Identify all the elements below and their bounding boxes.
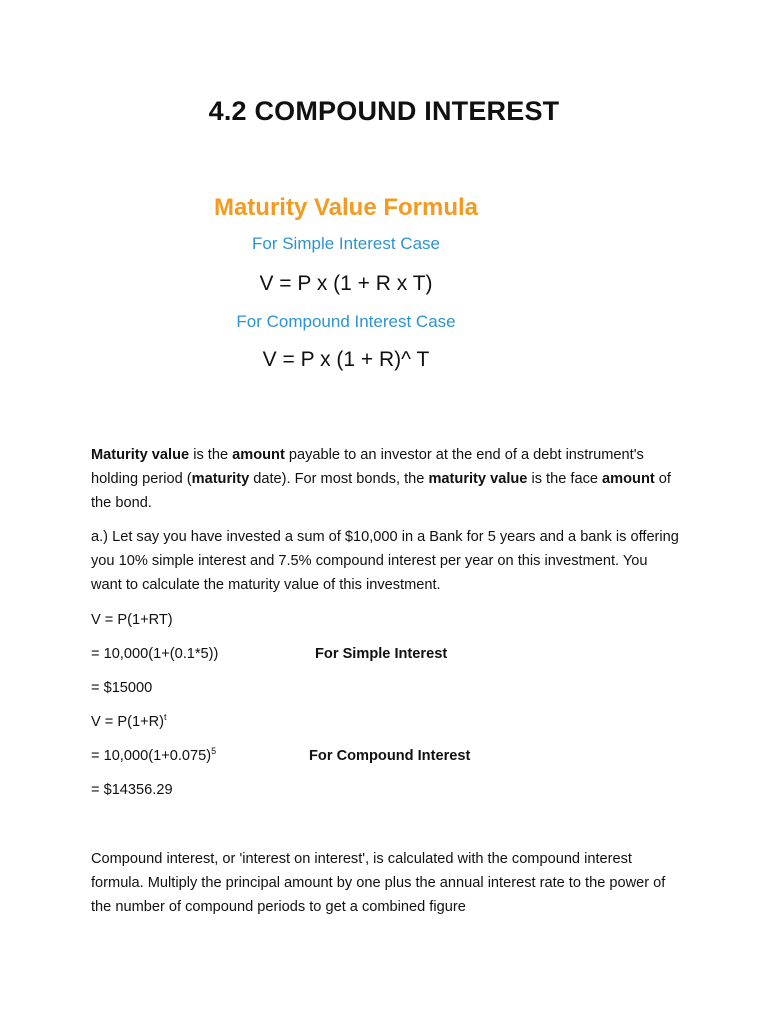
text: date). For most bonds, the (249, 471, 429, 487)
equation-compound-general (91, 712, 167, 732)
result-compound: = $14356.29 (91, 782, 173, 798)
simple-interest-case-label: For Simple Interest Case (251, 234, 440, 253)
equation-compound-substituted (91, 746, 216, 766)
formula-heading: Maturity Value Formula (213, 194, 479, 221)
text: is the face (527, 471, 603, 487)
text: = 10,000(1+0.075) (91, 748, 212, 764)
term-maturity: maturity (191, 471, 250, 487)
page-title: 4.2 COMPOUND INTEREST (208, 96, 560, 126)
text: of the bond. (91, 471, 671, 511)
equation-simple-general: V = P(1+RT) (91, 612, 173, 628)
label-for-compound-interest: For Compound Interest (309, 748, 471, 764)
text: V = P(1+R) (91, 714, 164, 730)
exponent: t (164, 712, 167, 722)
maturity-definition-paragraph (91, 443, 681, 515)
label-for-simple-interest: For Simple Interest (315, 646, 448, 662)
exponent: 5 (211, 746, 217, 756)
compound-interest-paragraph: Compound interest, or 'interest on interest', is calculated with the compound interest formula. Multiply the principal amount by one plus the annual interest rate to the power of the number of compound periods to get a combined figure (91, 851, 666, 915)
text: payable to an investor at the end of a debt instrument's holding period ( (91, 447, 644, 487)
compound-interest-case-label: For Compound Interest Case (236, 312, 456, 331)
term-maturity-value-2: maturity value (428, 471, 528, 487)
term-maturity-value: Maturity value (91, 447, 190, 463)
maturity-formula-figure (150, 186, 542, 392)
text: is the (189, 447, 233, 463)
term-amount: amount (232, 447, 285, 463)
term-amount-2: amount (602, 471, 655, 487)
example-intro-paragraph: a.) Let say you have invested a sum of $10,000 in a Bank for 5 years and a bank is offering you 10% simple interest and 7.5% compound interest per year on this investment. You want to calculate the maturity value of this investment. (91, 529, 679, 593)
result-simple: = $15000 (91, 680, 153, 696)
compound-interest-formula: V = P x (1 + R)^ T (262, 348, 430, 371)
equation-simple-substituted: = 10,000(1+(0.1*5)) (91, 646, 219, 662)
simple-interest-formula: V = P x (1 + R x T) (259, 272, 433, 295)
